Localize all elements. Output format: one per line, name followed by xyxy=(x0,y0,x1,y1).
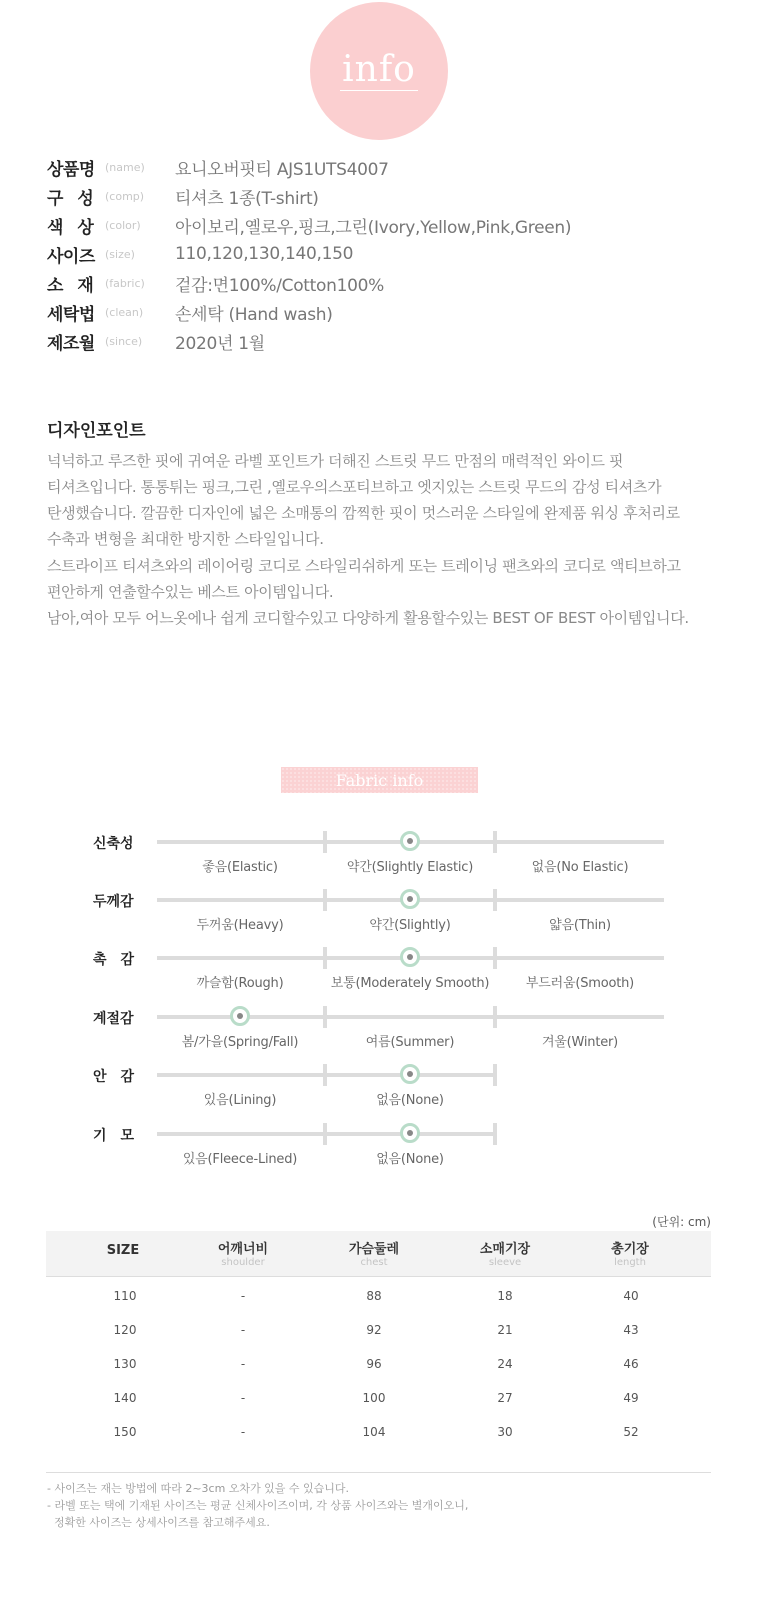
design-text-line: 티셔츠입니다. 통통튀는 핑크,그린 ,옐로우의스포티브하고 엣지있는 스트릿 무드의 감성 티셔츠가 xyxy=(47,478,662,496)
th-chest xyxy=(314,1231,434,1277)
spec-label: 소재 xyxy=(47,275,108,296)
th-main: 가슴둘레 xyxy=(348,1242,400,1257)
fabric-option: 없음(None) xyxy=(376,1093,444,1108)
table-cell: 30 xyxy=(497,1425,513,1439)
spec-sub: (comp) xyxy=(105,189,145,203)
table-cell: 104 xyxy=(362,1425,386,1439)
table-cell: 92 xyxy=(366,1323,382,1337)
info-badge xyxy=(310,2,448,140)
fabric-indicator xyxy=(400,1123,420,1143)
table-cell: 24 xyxy=(497,1357,513,1371)
th-length xyxy=(570,1231,690,1277)
unit-label: (단위: cm) xyxy=(652,1215,711,1229)
spec-label: 제조월 xyxy=(47,333,95,354)
table-cell: 43 xyxy=(623,1323,639,1337)
fabric-label-elastic: 신축성 xyxy=(93,836,134,852)
fabric-label-fleece: 기모 xyxy=(93,1128,149,1144)
table-cell: 40 xyxy=(623,1289,639,1303)
spec-row-since xyxy=(47,328,265,354)
fabric-tick xyxy=(323,889,327,911)
fabric-tick xyxy=(493,1064,497,1086)
fabric-option: 겨울(Winter) xyxy=(541,1035,619,1050)
fabric-option: 약간(Slightly Elastic) xyxy=(346,860,474,875)
fabric-option: 좋음(Elastic) xyxy=(202,860,278,875)
note-line: - 사이즈는 재는 방법에 따라 2~3cm 오차가 있을 수 있습니다. xyxy=(47,1482,350,1495)
th-shoulder xyxy=(183,1231,303,1277)
fabric-option: 여름(Summer) xyxy=(365,1035,455,1050)
fabric-indicator xyxy=(230,1006,250,1026)
th-sub: sleeve xyxy=(488,1257,522,1268)
th-sub: shoulder xyxy=(221,1257,265,1268)
spec-value: 아이보리,옐로우,핑크,그린(Ivory,Yellow,Pink,Green) xyxy=(175,217,572,238)
th-size xyxy=(63,1231,183,1277)
spec-label: 색상 xyxy=(47,217,108,238)
fabric-option: 없음(No Elastic) xyxy=(531,860,629,875)
table-cell: - xyxy=(240,1425,246,1439)
spec-sub: (size) xyxy=(105,247,135,261)
size-table-header xyxy=(46,1231,711,1277)
fabric-tick xyxy=(323,1006,327,1028)
fabric-tick xyxy=(493,1006,497,1028)
th-main: 소매기장 xyxy=(479,1242,531,1257)
th-sub: chest xyxy=(360,1257,388,1268)
design-text-line: 탄생했습니다. 깔끔한 디자인에 넓은 소매통의 깜찍한 핏이 멋스러운 스타일에 완제품 워싱 후처리로 xyxy=(47,504,680,522)
table-cell: 88 xyxy=(366,1289,382,1303)
note-line: - 라벨 또는 택에 기재된 사이즈는 평균 신체사이즈이며, 각 상품 사이즈와는 별개이오니, xyxy=(47,1499,469,1512)
spec-sub: (color) xyxy=(105,218,141,232)
fabric-option: 없음(None) xyxy=(376,1152,444,1167)
info-title: info xyxy=(342,48,416,90)
design-text-line: 수축과 변형을 최대한 방지한 스타일입니다. xyxy=(47,530,324,548)
table-cell: - xyxy=(240,1391,246,1405)
spec-row-clean xyxy=(47,299,333,325)
spec-value: 110,120,130,140,150 xyxy=(175,244,354,264)
table-cell: 96 xyxy=(366,1357,382,1371)
fabric-tick xyxy=(323,1123,327,1145)
fabric-tick xyxy=(323,831,327,853)
fabric-option: 있음(Fleece-Lined) xyxy=(182,1152,298,1167)
table-cell: 18 xyxy=(497,1289,513,1303)
spec-value: 겉감:면100%/Cotton100% xyxy=(175,275,385,296)
table-cell: 49 xyxy=(623,1391,639,1405)
design-text-line: 남아,여아 모두 어느옷에나 쉽게 코디할수있고 다양하게 활용할수있는 BEST OF BEST 아이템입니다. xyxy=(47,609,689,627)
fabric-option: 까슬함(Rough) xyxy=(196,976,284,991)
fabric-info-title xyxy=(281,767,478,793)
table-divider xyxy=(46,1472,711,1473)
th-main: 총기장 xyxy=(611,1242,649,1257)
spec-row-size xyxy=(47,241,353,267)
fabric-option: 얇음(Thin) xyxy=(549,918,611,933)
spec-row-name xyxy=(47,154,389,180)
table-cell: 120 xyxy=(113,1323,137,1337)
spec-sub: (clean) xyxy=(105,305,144,319)
spec-value: 요니오버핏티 AJS1UTS4007 xyxy=(175,159,389,180)
table-cell: - xyxy=(240,1323,246,1337)
spec-value: 손세탁 (Hand wash) xyxy=(175,304,333,325)
spec-sub: (name) xyxy=(105,160,145,174)
fabric-option: 약간(Slightly) xyxy=(369,918,451,933)
fabric-option: 있음(Lining) xyxy=(203,1093,277,1108)
table-cell: 52 xyxy=(623,1425,639,1439)
fabric-track xyxy=(157,1132,497,1136)
fabric-tick xyxy=(323,947,327,969)
th-sub: length xyxy=(614,1257,646,1268)
table-cell: 100 xyxy=(362,1391,386,1405)
design-text-line: 편안하게 연출할수있는 베스트 아이템입니다. xyxy=(47,583,334,601)
fabric-track xyxy=(157,1073,497,1077)
fabric-option: 보통(Moderately Smooth) xyxy=(330,976,490,991)
fabric-label-season: 계절감 xyxy=(93,1011,134,1027)
fabric-indicator xyxy=(400,831,420,851)
fabric-option: 부드러움(Smooth) xyxy=(525,976,635,991)
spec-label: 세탁법 xyxy=(47,304,95,325)
fabric-tick xyxy=(493,889,497,911)
th-main: 어깨너비 xyxy=(217,1242,269,1257)
table-cell: 140 xyxy=(113,1391,137,1405)
spec-label: 상품명 xyxy=(47,159,95,180)
spec-row-comp xyxy=(47,183,319,209)
table-cell: 46 xyxy=(623,1357,639,1371)
spec-label: 사이즈 xyxy=(47,246,95,267)
design-text-line: 스트라이프 티셔츠와의 레이어링 코디로 스타일리쉬하게 또는 트레이닝 팬츠와의 코디로 액티브하고 xyxy=(47,557,681,575)
th-sleeve xyxy=(445,1231,565,1277)
design-point-title: 디자인포인트 xyxy=(47,421,146,441)
fabric-tick xyxy=(323,1064,327,1086)
table-cell: - xyxy=(240,1289,246,1303)
fabric-option: 두꺼움(Heavy) xyxy=(196,918,284,933)
spec-row-color xyxy=(47,212,571,238)
fabric-indicator xyxy=(400,947,420,967)
table-cell: - xyxy=(240,1357,246,1371)
note-line: 정확한 사이즈는 상세사이즈를 참고해주세요. xyxy=(47,1516,270,1529)
table-cell: 110 xyxy=(113,1289,137,1303)
spec-row-fabric xyxy=(47,270,384,296)
fabric-tick xyxy=(493,831,497,853)
spec-label: 구성 xyxy=(47,188,108,209)
fabric-indicator xyxy=(400,1064,420,1084)
fabric-info-title-text: Fabric info xyxy=(335,770,424,790)
fabric-tick xyxy=(493,947,497,969)
fabric-indicator xyxy=(400,889,420,909)
th-main: SIZE xyxy=(106,1243,140,1258)
fabric-label-lining: 안감 xyxy=(93,1069,149,1085)
fabric-label-thickness: 두께감 xyxy=(93,894,134,910)
table-cell: 21 xyxy=(497,1323,513,1337)
spec-sub: (fabric) xyxy=(105,276,145,290)
spec-sub: (since) xyxy=(105,334,143,348)
spec-value: 티셔츠 1종(T-shirt) xyxy=(175,188,319,209)
fabric-option: 봄/가을(Spring/Fall) xyxy=(181,1035,299,1050)
table-cell: 27 xyxy=(497,1391,513,1405)
design-text-line: 넉넉하고 루즈한 핏에 귀여운 라벨 포인트가 더해진 스트릿 무드 만점의 매력적인 와이드 핏 xyxy=(47,452,624,470)
table-cell: 130 xyxy=(113,1357,137,1371)
table-cell: 150 xyxy=(113,1425,137,1439)
fabric-label-touch: 촉감 xyxy=(93,952,149,968)
fabric-tick xyxy=(493,1123,497,1145)
spec-value: 2020년 1월 xyxy=(175,333,265,354)
